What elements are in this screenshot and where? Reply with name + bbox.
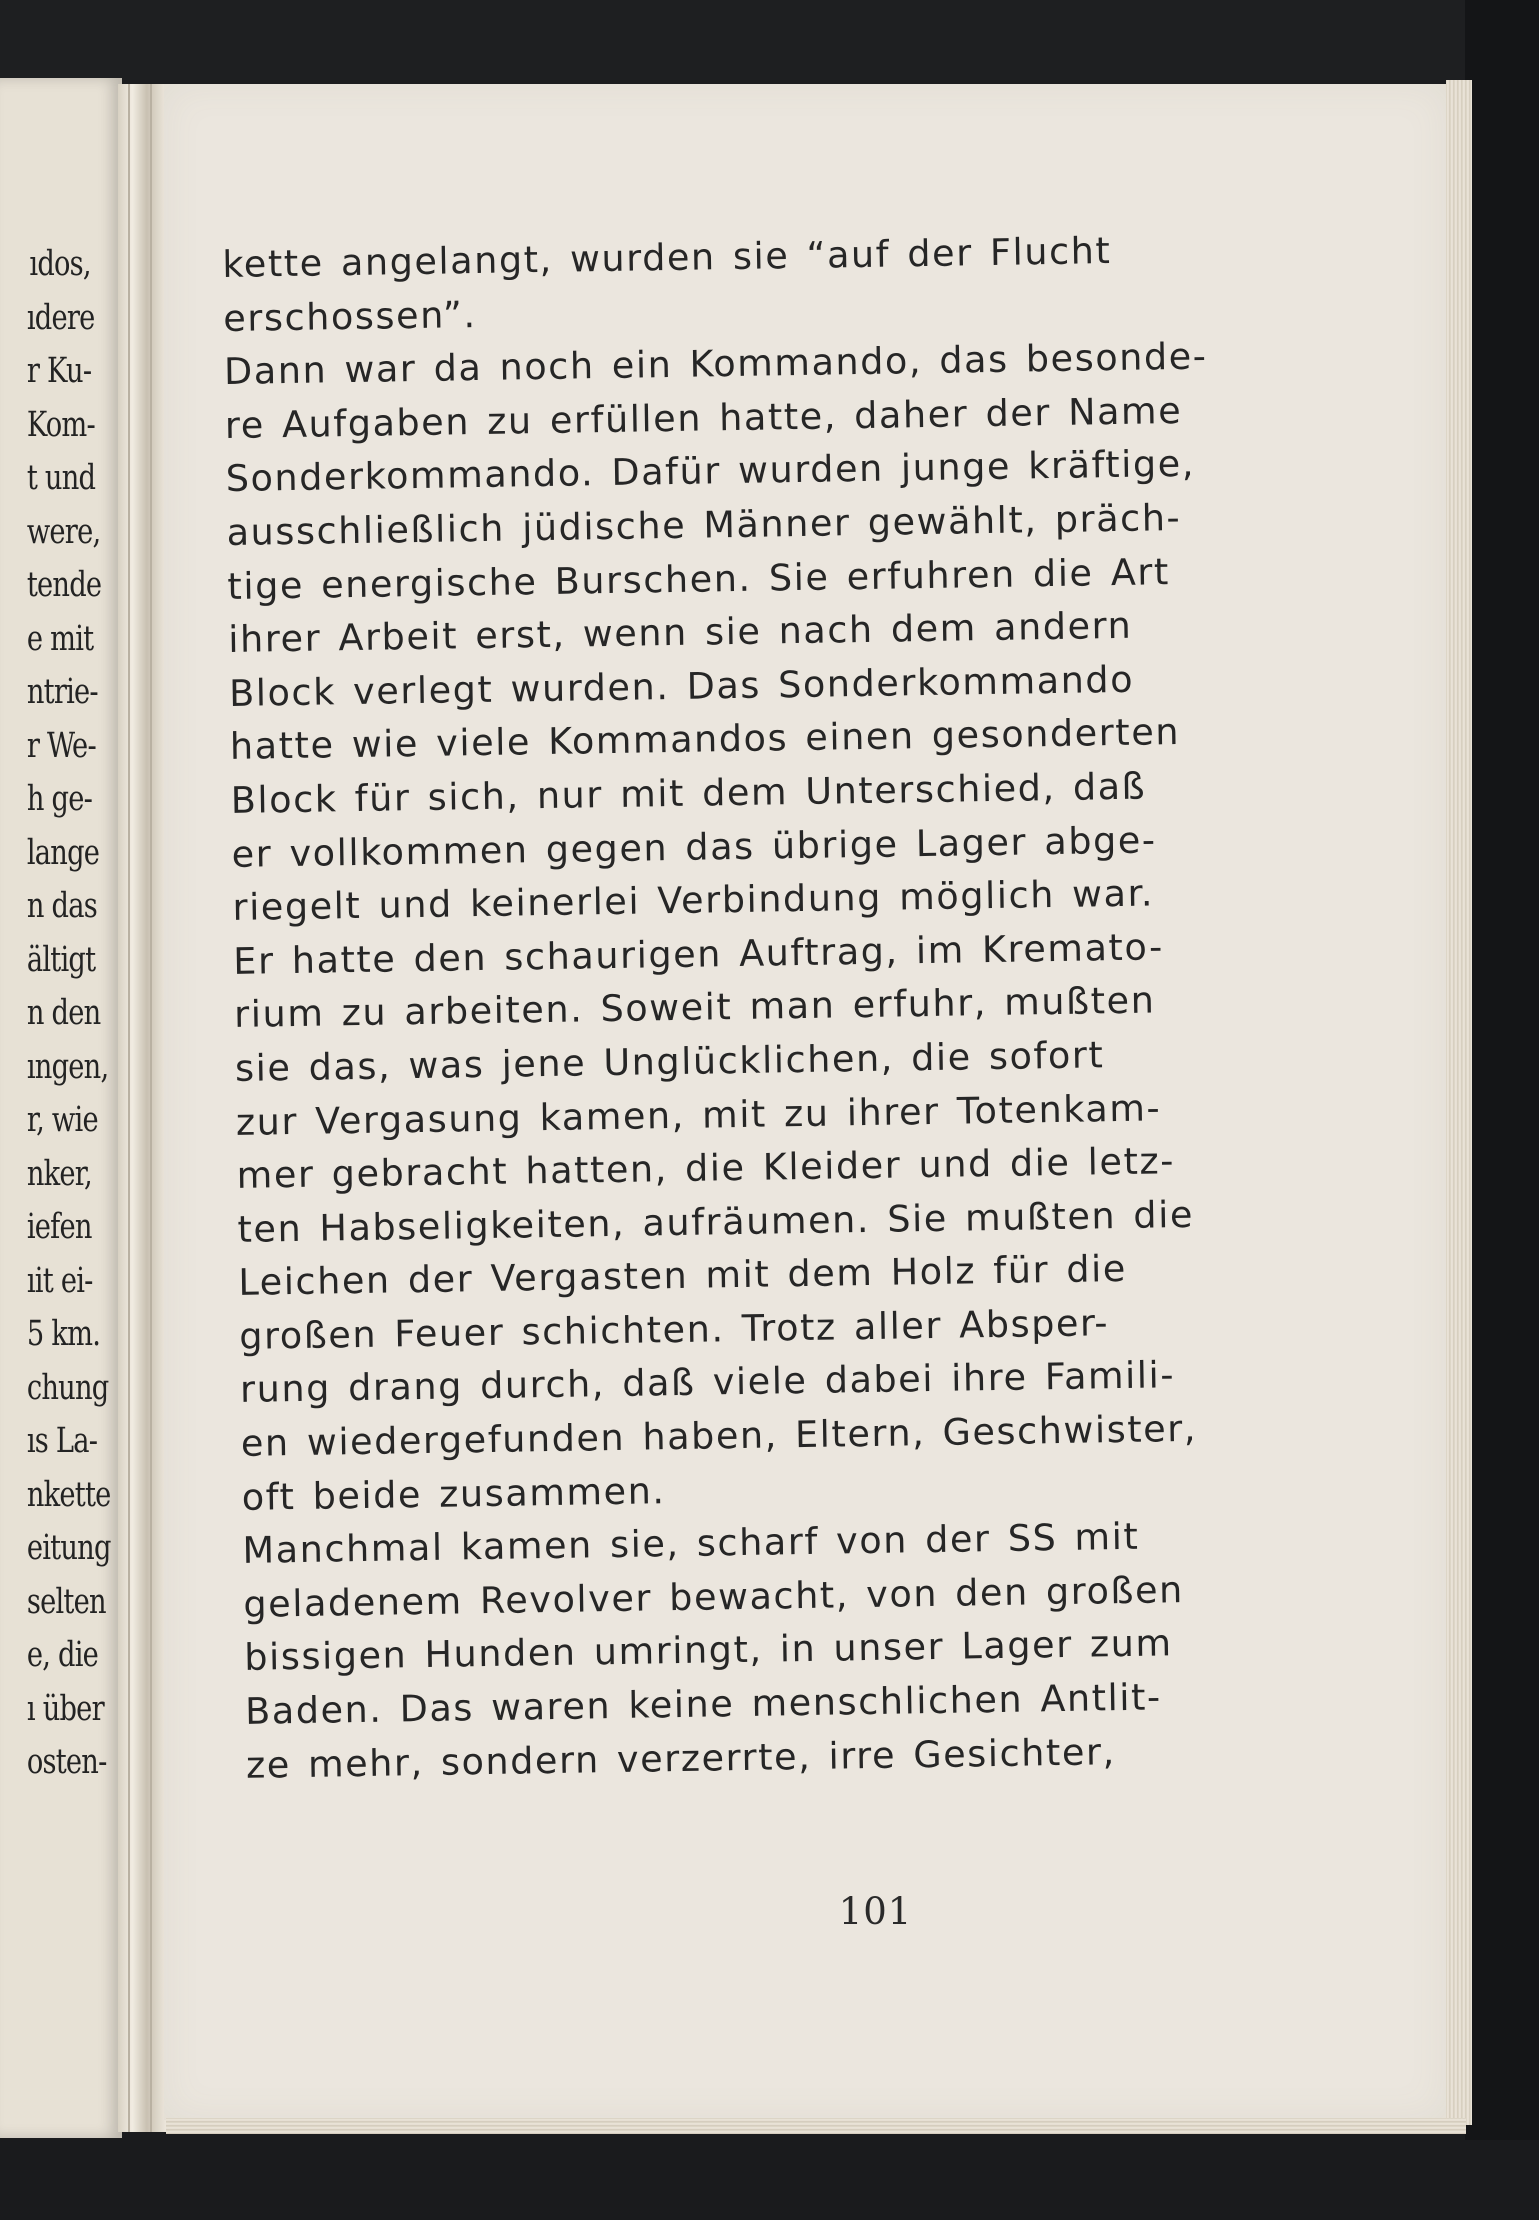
page-stack-bottom <box>166 2118 1466 2134</box>
page-stack-edge <box>1446 80 1472 2125</box>
text-line: ten Habseligkeiten, aufräumen. Sie mußten die <box>237 1192 1195 1251</box>
left-page-line-fragment: ıdere <box>26 297 95 338</box>
text-line: oft beide zusammen. <box>241 1468 666 1519</box>
text-line: bissigen Hunden umringt, in unser Lager zum <box>243 1621 1173 1680</box>
text-line: er vollkommen gegen das übrige Lager abge- <box>231 817 1157 876</box>
background-bottom <box>0 2140 1539 2220</box>
left-page-line-fragment: nkette <box>26 1474 111 1515</box>
text-line: Dann war da noch ein Kommando, das besonde- <box>223 334 1208 394</box>
left-facing-page <box>0 78 122 2138</box>
background-right <box>1465 0 1539 2220</box>
text-line: Er hatte den schaurigen Auftrag, im Kremato- <box>233 925 1165 983</box>
text-line: ausschließlich jüdische Männer gewählt, präch- <box>226 495 1182 554</box>
left-page-line-fragment: ıs La- <box>26 1421 98 1461</box>
text-line: Manchmal kamen sie, scharf von der SS mit <box>242 1515 1140 1573</box>
text-line: re Aufgaben zu erfüllen hatte, daher der Name <box>224 388 1183 447</box>
left-page-line-fragment: eitung <box>26 1528 111 1568</box>
background-top <box>0 0 1539 80</box>
left-page-line-fragment: e, die <box>26 1635 99 1675</box>
gutter-line <box>128 84 130 2132</box>
left-page-line-fragment: ntrie- <box>26 672 98 712</box>
text-line: ze mehr, sondern verzerrte, irre Gesichter, <box>245 1729 1117 1787</box>
left-page-line-fragment: were, <box>26 511 101 552</box>
left-page-line-fragment: ıdos, <box>29 244 91 284</box>
left-page-line-fragment: n den <box>26 993 101 1033</box>
text-line: zur Vergasung kamen, mit zu ihrer Totenkam- <box>235 1085 1162 1144</box>
text-line: Block für sich, nur mit dem Unterschied, daß <box>230 764 1147 822</box>
text-line: tige energische Burschen. Sie erfuhren die Art <box>227 549 1171 608</box>
left-page-line-fragment: ıit ei- <box>26 1260 93 1301</box>
left-page-line-fragment: n das <box>26 886 97 926</box>
page-text <box>222 222 1286 1792</box>
left-page-line-fragment: r, wie <box>26 1100 98 1140</box>
text-line: kette angelangt, wurden sie “auf der Flucht <box>222 229 1112 286</box>
left-page-line-fragment: h ge- <box>26 779 93 819</box>
page-number: 101 <box>838 1890 913 1933</box>
text-line: rung drang durch, daß viele dabei ihre Famili- <box>239 1353 1176 1412</box>
text-line: großen Feuer schichten. Trotz aller Absper- <box>238 1301 1110 1358</box>
text-line: Sonderkommando. Dafür wurden junge kräftige, <box>225 442 1196 501</box>
left-page-line-fragment: t und <box>26 458 96 498</box>
left-page-line-fragment: ältigt <box>26 939 96 980</box>
text-line: Block verlegt wurden. Das Sonderkommando <box>228 657 1135 715</box>
left-page-line-fragment: ıngen, <box>26 1046 109 1087</box>
left-page-line-fragment: r Ku- <box>26 351 92 391</box>
left-page-line-fragment: 5 km. <box>26 1314 101 1354</box>
text-line: hatte wie viele Kommandos einen gesonderten <box>229 710 1181 769</box>
text-line: ihrer Arbeit erst, wenn sie nach dem andern <box>227 603 1133 662</box>
text-line: rium zu arbeiten. Soweit man erfuhr, mußten <box>233 978 1156 1037</box>
left-page-line-fragment: chung <box>26 1367 109 1408</box>
left-page-line-fragment: iefen <box>26 1207 92 1247</box>
text-line: erschossen”. <box>222 292 477 340</box>
left-page-line-fragment: nker, <box>26 1153 92 1194</box>
left-page-line-fragment: lange <box>26 832 100 873</box>
text-line: mer gebracht hatten, die Kleider und die letz- <box>236 1139 1176 1197</box>
text-line: Baden. Das waren keine menschlichen Antlit- <box>244 1675 1163 1733</box>
text-line: sie das, was jene Unglücklichen, die sofort <box>234 1033 1105 1090</box>
book-gutter <box>118 84 166 2132</box>
gutter-line <box>150 84 152 2132</box>
left-page-line-fragment: ı über <box>26 1688 104 1729</box>
left-page-line-fragment: tende <box>26 565 102 605</box>
left-page-text <box>27 238 122 1790</box>
left-page-line-fragment: osten- <box>26 1742 107 1782</box>
left-page-line-fragment: r We- <box>26 725 96 766</box>
left-page-line-fragment: e mit <box>26 618 94 659</box>
text-line: riegelt und keinerlei Verbindung möglich war. <box>232 871 1155 930</box>
text-line: en wiedergefunden haben, Eltern, Geschwister, <box>240 1406 1198 1465</box>
text-line: geladenem Revolver bewacht, von den großen <box>243 1567 1185 1626</box>
left-page-line-fragment: Kom- <box>26 404 95 445</box>
left-page-line-fragment: selten <box>26 1581 106 1622</box>
text-line: Leichen der Vergasten mit dem Holz für die <box>238 1247 1128 1305</box>
